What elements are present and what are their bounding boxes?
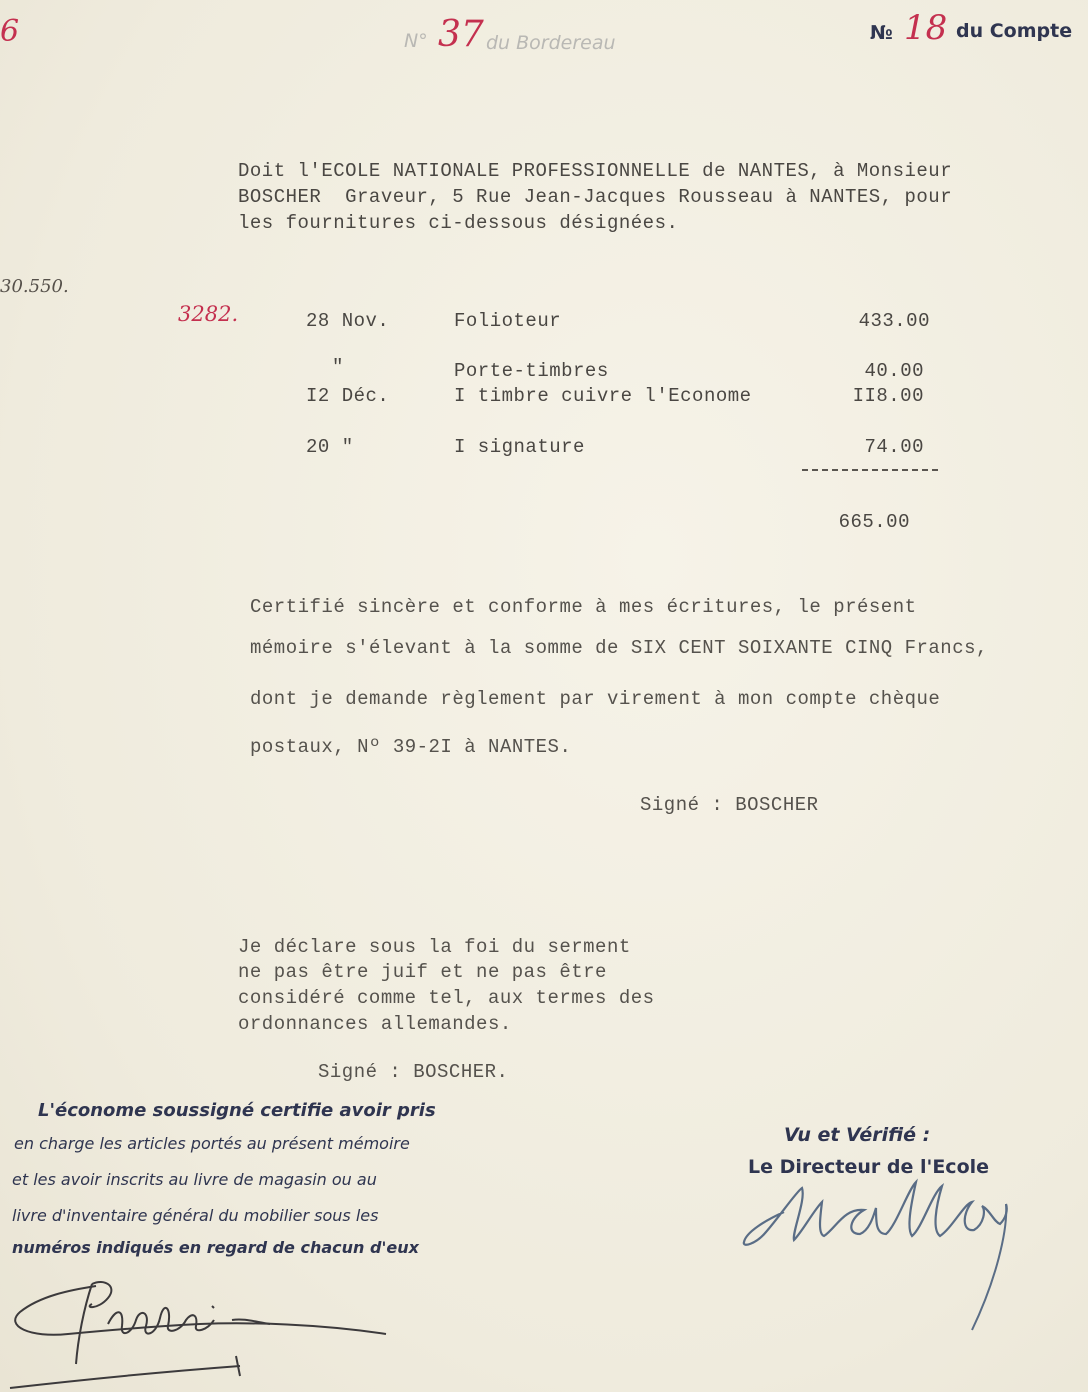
declaration-line-3: considéré comme tel, aux termes des <box>238 987 655 1009</box>
item-date: I2 Déc. <box>306 385 390 407</box>
certification-line-4: postaux, Nº 39-2I à NANTES. <box>250 736 572 758</box>
bordereau-suffix: du Bordereau <box>486 32 616 54</box>
header-line-1: Doit l'ECOLE NATIONALE PROFESSIONNELLE de NANTES, à Monsieur <box>238 160 953 182</box>
header-line-2: BOSCHER Graveur, 5 Rue Jean-Jacques Rousseau à NANTES, pour <box>238 186 953 208</box>
econome-stamp-line-3: et les avoir inscrits au livre de magasin ou au <box>12 1170 377 1189</box>
econome-signature <box>0 1268 400 1392</box>
certification-line-1: Certifié sincère et conforme à mes écritures, le présent <box>250 596 917 618</box>
econome-stamp-line-5: numéros indiqués en regard de chacun d'eux <box>12 1238 419 1257</box>
declaration-line-4: ordonnances allemandes. <box>238 1013 512 1035</box>
declaration-line-2: ne pas être juif et ne pas être <box>238 961 607 983</box>
margin-reference-left: 30.550. <box>0 276 69 297</box>
econome-stamp-line-4: livre d'inventaire général du mobilier sous les <box>12 1206 379 1225</box>
compte-prefix: № <box>870 22 893 44</box>
item-description: I signature <box>454 436 585 458</box>
item-date: 28 Nov. <box>306 310 390 332</box>
certification-signature: Signé : BOSCHER <box>640 794 819 816</box>
item-date: 20 " <box>306 436 354 458</box>
item-description: I timbre cuivre l'Econome <box>454 385 752 407</box>
bordereau-number: 37 <box>438 14 484 55</box>
item-amount: 74.00 <box>864 436 924 458</box>
item-amount: II8.00 <box>852 385 924 407</box>
compte-number: 18 <box>904 8 948 48</box>
total-underline <box>802 469 938 471</box>
director-stamp-line-1: Vu et Vérifié : <box>784 1124 931 1146</box>
item-date: " <box>332 356 344 378</box>
margin-reference-item: 3282. <box>178 302 239 326</box>
compte-suffix: du Compte <box>956 20 1073 42</box>
econome-stamp-line-1: L'économe soussigné certifie avoir pris <box>38 1100 436 1121</box>
item-description: Porte-timbres <box>454 360 609 382</box>
item-amount: 40.00 <box>864 360 924 382</box>
declaration-line-1: Je déclare sous la foi du serment <box>238 936 631 958</box>
total-amount: 665.00 <box>838 511 910 533</box>
certification-line-3: dont je demande règlement par virement à mon compte chèque <box>250 688 941 710</box>
econome-stamp-line-2: en charge les articles portés au présent mémoire <box>14 1134 410 1153</box>
item-description: Folioteur <box>454 310 562 332</box>
bordereau-prefix: N° <box>404 30 428 52</box>
header-line-3: les fournitures ci-dessous désignées. <box>238 212 679 234</box>
item-amount: 433.00 <box>858 310 930 332</box>
director-stamp-line-2: Le Directeur de l'Ecole <box>748 1156 990 1178</box>
director-signature <box>736 1170 1026 1340</box>
certification-line-2: mémoire s'élevant à la somme de SIX CENT SOIXANTE CINQ Francs, <box>250 637 988 659</box>
declaration-signature: Signé : BOSCHER. <box>318 1061 509 1083</box>
page-number: 6 <box>0 14 20 49</box>
